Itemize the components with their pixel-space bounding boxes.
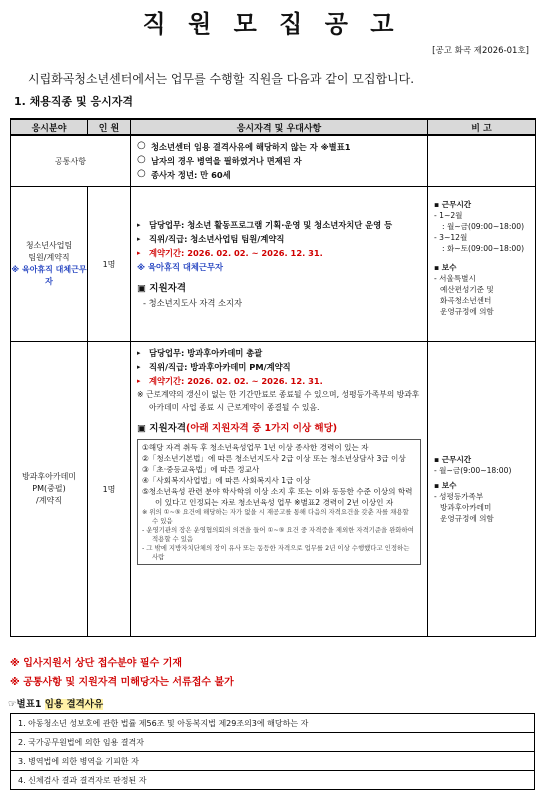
table-row: 2. 국가공무원법에 의한 임용 결격자 [11, 733, 535, 752]
youth-team-remarks: ▪ 근무시간 - 1~2월 : 월~금(09:00~18:00) - 3~12월 : 화~토(09:00~18:00) ▪ 보수 - 서울특별시 예산편성기준 및 화곡청소년센터 운영규정에 의함 [428, 187, 536, 342]
list-item: ○ 청소년센터 임용 결격사유에 해당하지 않는 자 ※별표1 [137, 140, 351, 152]
substitute-note: ※ 육아휴직 대체근무자 [137, 262, 223, 272]
document-number: [공고 화곡 제2026-01호] [432, 46, 529, 56]
contract-period: ▸ 계약기간: 2026. 02. 02. ~ 2026. 12. 31. [137, 248, 323, 258]
duty-line: ▸ 담당업무: 청소년 활동프로그램 기획·운영 및 청소년자치단 운영 등 [137, 220, 393, 230]
after-school-remarks: ▪ 근무시간 - 월~금(9:00~18:00) ▪ 보수 - 성평등가족부 방과후아카데미 운영규정에 의함 [428, 342, 536, 637]
position-line: ▸ 직위/직급: 청소년사업팀 팀원/계약직 [137, 234, 285, 244]
page-title: 직 원 모 집 공 고 [142, 10, 401, 38]
qualification-text: - 청소년지도사 자격 소지자 [143, 298, 243, 308]
warning-ineligible: ※ 공통사항 및 지원자격 미해당자는 서류접수 불가 [10, 677, 234, 688]
list-item: ⑤청소년육성 관련 분야 학사학위 이상 소지 후 또는 이와 동등한 수준 이상의 학력이 있다고 인정되는 자로 청소년육성 업무 ※별표2 경력이 2년 이상인 자 [142, 487, 413, 507]
table-row: 1. 아동청소년 성보호에 관한 법률 제56조 및 아동복지법 제29조의3에 해당하는 자 [11, 714, 535, 733]
contract-note: ※ 근로계약의 갱신이 없는 한 기간만료로 종료될 수 있으며, 성평등가족부의 방과후아카데미 사업 종료 시 근로계약이 종결될 수 있음. [137, 390, 420, 412]
table-header-row [11, 119, 536, 135]
list-item: ②「청소년기본법」에 따른 청소년지도사 2급 이상 또는 청소년상담사 3급 이상 [142, 454, 406, 463]
list-item: ③「초·중등교육법」에 따른 정교사 [142, 465, 260, 474]
headcount: 1명 [88, 187, 131, 342]
duty-line: ▸ 담당업무: 방과후아카데미 총괄 [137, 348, 263, 358]
common-requirements [131, 135, 428, 187]
intro-text: 시립화곡청소년센터에서는 업무를 수행할 직원을 다음과 같이 모집합니다. [28, 72, 415, 86]
headcount: 1명 [88, 342, 131, 637]
fine-print: - 운영기관의 장은 운영협의회의 의견을 들어 ①~⑤ 요건 중 자격증을 제외한 자격기준을 완화하여 적용할 수 있음 [142, 526, 414, 543]
substitute-note: ※ 육아휴직 대체근무자 [11, 265, 87, 286]
warning-application-field: ※ 입사지원서 상단 접수분야 필수 기재 [10, 658, 183, 669]
qualification-heading: ▣ 지원자격 [137, 283, 186, 294]
table-row: 3. 병역법에 의한 병역을 기피한 자 [11, 752, 535, 771]
header-count: 인 원 [88, 119, 131, 135]
list-item: ○ 종사자 정년: 만 60세 [137, 168, 231, 180]
disqualification-table [10, 713, 535, 790]
table-row-common [11, 135, 536, 187]
after-school-details [131, 342, 428, 637]
header-remarks: 비 고 [428, 119, 536, 135]
table-row: 4. 신체검사 결과 결격자로 판정된 자 [11, 771, 535, 790]
field-youth-team: 청소년사업팀 팀원/계약직 ※ 육아휴직 대체근무자 [11, 187, 88, 342]
common-label: 공통사항 [11, 135, 131, 187]
field-after-school: 방과후아카데미 PM(중펄) /계약직 [11, 342, 88, 637]
contract-period: ▸ 계약기간: 2026. 02. 02. ~ 2026. 12. 31. [137, 376, 323, 386]
qualification-box [137, 439, 421, 565]
qualification-heading: ▣ 지원자격(아래 지원자격 중 1가지 이상 해당) [137, 423, 338, 434]
fine-print: - 그 밖에 지방자치단체의 장이 유사 또는 동등한 자격으로 업무를 2년 이상 수행했다고 인정하는 사람 [142, 544, 410, 561]
header-qualification: 응시자격 및 우대사항 [131, 119, 428, 135]
table-row-after-school [11, 342, 536, 637]
youth-team-details [131, 187, 428, 342]
header-field: 응시분야 [11, 119, 88, 135]
common-remarks [428, 135, 536, 187]
list-item: ○ 남자의 경우 병역을 필하였거나 면제된 자 [137, 154, 302, 166]
annex-heading: ☞별표1 임용 결격사유 [8, 699, 104, 710]
list-item: ④「사회복지사업법」에 따른 사회복지사 1급 이상 [142, 476, 311, 485]
position-line: ▸ 직위/직급: 방과후아카데미 PM/계약직 [137, 362, 291, 372]
section-heading: 1. 채용직종 및 응시자격 [14, 95, 133, 108]
list-item: ①해당 자격 취득 후 청소년육성업무 1년 이상 종사한 경력이 있는 자 [142, 443, 369, 452]
recruitment-table [10, 118, 536, 637]
fine-print: ※ 위의 ①~⑤ 요건에 해당하는 자가 없을 시 재공고를 통해 다음의 자격요건을 갖춘 자를 채용할 수 있음 [142, 508, 409, 525]
table-row-youth-team [11, 187, 536, 342]
